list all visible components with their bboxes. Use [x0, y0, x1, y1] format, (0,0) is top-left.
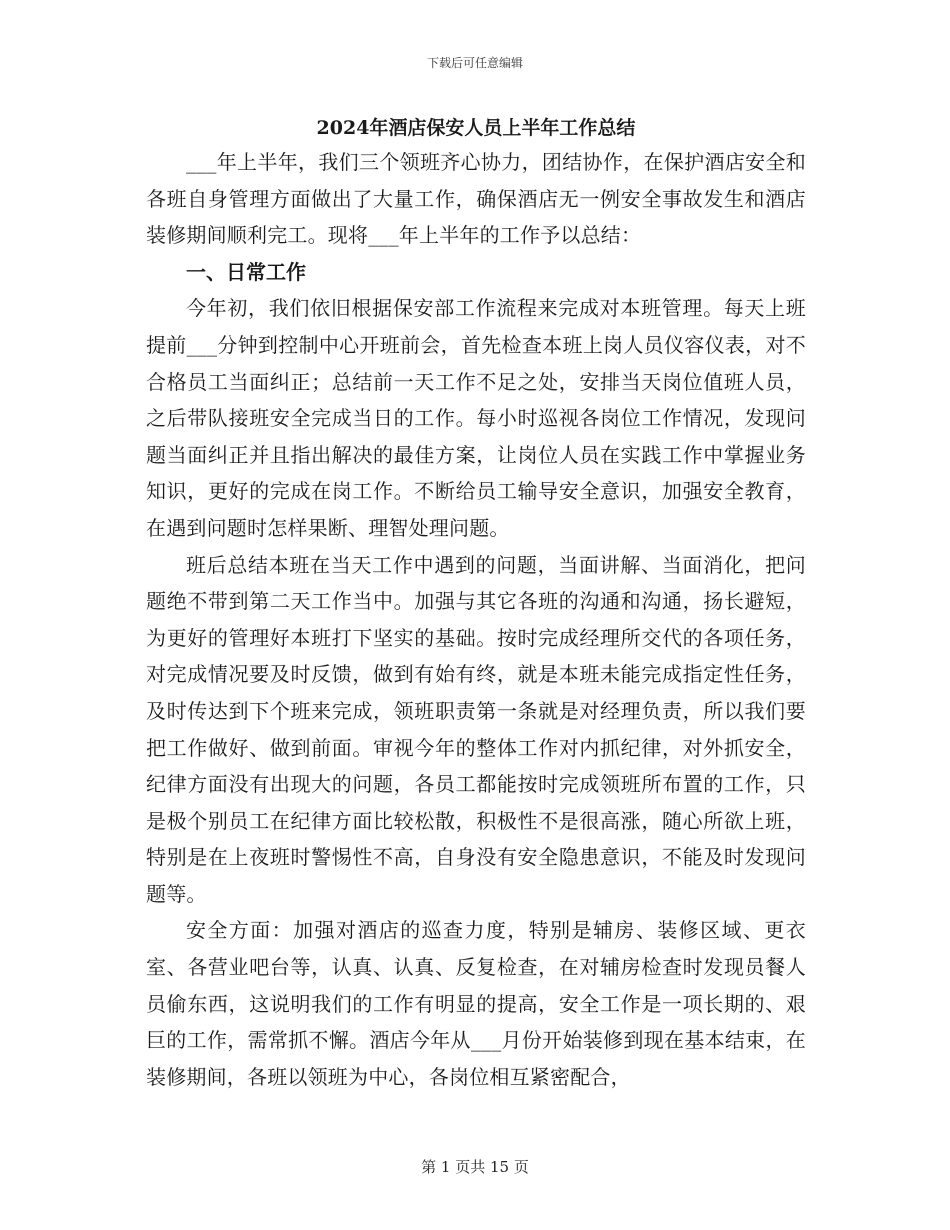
page-footer-page-number: 第 1 页共 15 页	[421, 1158, 529, 1176]
page-header-note: 下载后可任意编辑	[426, 56, 523, 70]
document-body	[146, 112, 806, 1095]
intro-paragraph: ___年上半年，我们三个领班齐心协力，团结协作，在保护酒店安全和各班自身管理方面做出了大量工作，确保酒店无一例安全事故发生和酒店装修期间顺利完工。现将___年上半年的工作予以总结：	[146, 150, 806, 248]
document-title: 2024年酒店保安人员上半年工作总结	[316, 117, 636, 139]
paragraph-post-shift-summary: 班后总结本班在当天工作中遇到的问题，当面讲解、当面消化，把问题绝不带到第二天工作当中。加强与其它各班的沟通和沟通，扬长避短，为更好的管理好本班打下坚实的基础。按时完成经理所交代的各项任务，对完成情况要及时反馈，做到有始有终，就是本班未能完成指定性任务，及时传达到下个班来完成，领班职责第一条就是对经理负责，所以我们要把工作做好、做到前面。审视今年的整体工作对内抓纪律，对外抓安全，纪律方面没有出现大的问题，各员工都能按时完成领班所布置的工作，只是极个别员工在纪律方面比较松散，积极性不是很高涨，随心所欲上班，特别是在上夜班时警惕性不高，自身没有安全隐患意识，不能及时发现问题等。	[146, 552, 806, 906]
paragraph-security: 安全方面：加强对酒店的巡查力度，特别是辅房、装修区域、更衣室、各营业吧台等，认真、认真、反复检查，在对辅房检查时发现员餐人员偷东西，这说明我们的工作有明显的提高，安全工作是一项长期的、艰巨的工作，需常抓不懈。酒店今年从___月份开始装修到现在基本结束，在装修期间，各班以领班为中心，各岗位相互紧密配合，	[146, 918, 806, 1089]
section-heading-daily-work: 一、日常工作	[186, 259, 306, 284]
paragraph-daily-routine: 今年初，我们依旧根据保安部工作流程来完成对本班管理。每天上班提前___分钟到控制中心开班前会，首先检查本班上岗人员仪容仪表，对不合格员工当面纠正；总结前一天工作不足之处，安排当天岗位值班人员，之后带队接班安全完成当日的工作。每小时巡视各岗位工作情况，发现问题当面纠正并且指出解决的最佳方案，让岗位人员在实践工作中掌握业务知识，更好的完成在岗工作。不断给员工输导安全意识，加强安全教育，在遇到问题时怎样果断、理智处理问题。	[146, 296, 806, 540]
